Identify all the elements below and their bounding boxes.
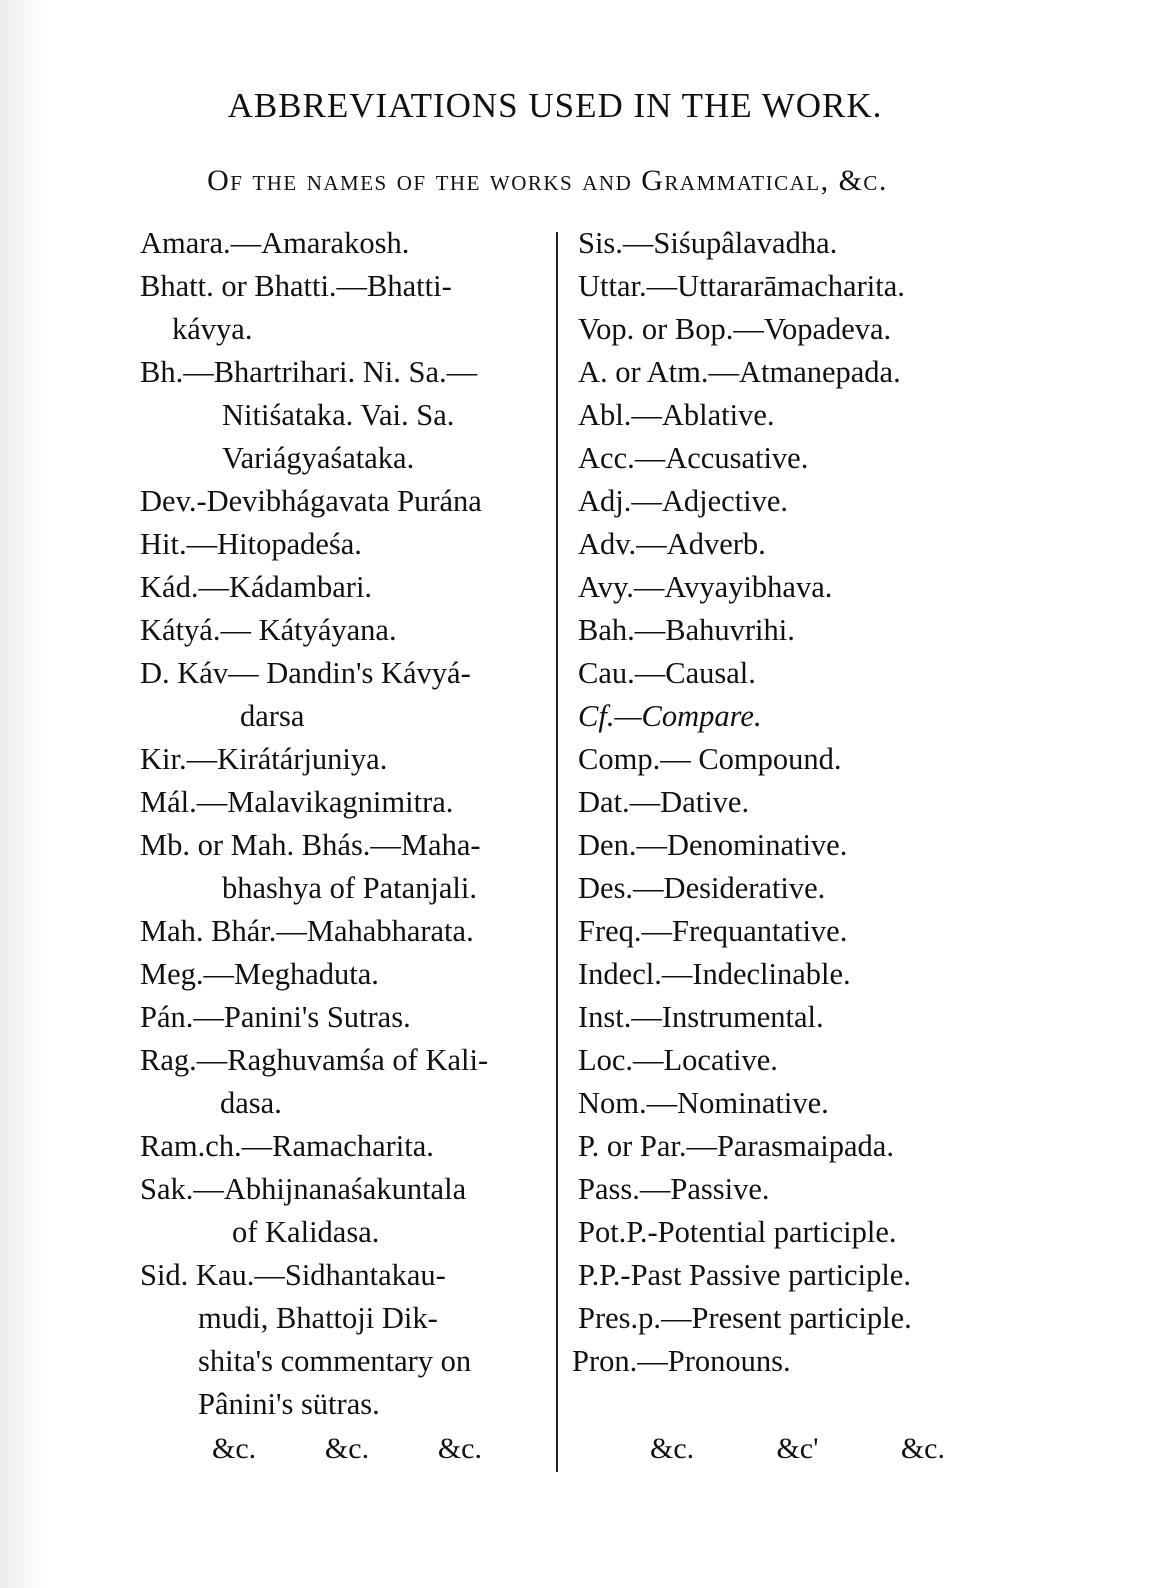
entry-line: P. or Par.—Parasmaipada.: [578, 1129, 894, 1163]
etc-mark: &c.: [212, 1432, 257, 1465]
entry-line: Hit.—Hitopadeśa.: [140, 527, 362, 561]
entry-line: Den.—Denominative.: [578, 828, 848, 862]
entry-line: Kátyá.— Kátyáyana.: [140, 613, 397, 647]
entry-line: Pres.p.—Present participle.: [578, 1301, 912, 1335]
entry-line: Loc.—Locative.: [578, 1043, 778, 1077]
entry-line: Mál.—Malavikagnimitra.: [140, 785, 454, 819]
entry-line: Indecl.—Indeclinable.: [578, 957, 851, 991]
entry-line: kávya.: [172, 312, 253, 346]
entry-line: of Kalidasa.: [232, 1215, 380, 1249]
entry-line: Bah.—Bahuvrihi.: [578, 613, 795, 647]
etc-mark: &c': [776, 1432, 819, 1465]
etc-mark: &c.: [650, 1432, 695, 1465]
entry-line: A. or Atm.—Atmanepada.: [578, 355, 901, 389]
entry-line: Bh.—Bhartrihari. Ni. Sa.—: [140, 355, 478, 389]
entry-line: Sak.—Abhijnanaśakuntala: [140, 1172, 467, 1206]
entry-line: Freq.—Frequantative.: [578, 914, 848, 948]
entry-line: Adj.—Adjective.: [578, 484, 789, 518]
entry-line: Mah. Bhár.—Mahabharata.: [140, 914, 474, 948]
entry-line: Abl.—Ablative.: [578, 398, 775, 432]
entry-line: Amara.—Amarakosh.: [140, 226, 410, 260]
etc-row-right: [650, 1432, 945, 1466]
entry-line: Kád.—Kádambari.: [140, 570, 373, 604]
entry-line: Pot.P.-Potential participle.: [578, 1215, 897, 1249]
entry-line: Comp.— Compound.: [578, 742, 842, 776]
column-divider: [556, 232, 558, 1472]
page-edge-shadow: [0, 0, 46, 1588]
entry-line: Cf.—Compare.: [578, 699, 762, 733]
page-subtitle: Of the names of the works and Grammatical, &c.: [207, 164, 888, 197]
entry-line: Nitiśataka. Vai. Sa.: [222, 398, 455, 432]
entry-line: Bhatt. or Bhatti.—Bhatti-: [140, 269, 452, 303]
entry-line: Sis.—Siśupâlavadha.: [578, 226, 838, 260]
entry-line: Nom.—Nominative.: [578, 1086, 829, 1120]
entry-line: shita's commentary on: [198, 1344, 472, 1378]
entry-line: Variágyaśataka.: [222, 441, 415, 475]
entry-line: Acc.—Accusative.: [578, 441, 809, 475]
entry-line: Kir.—Kirátárjuniya.: [140, 742, 388, 776]
etc-mark: &c.: [437, 1432, 482, 1465]
entry-line: Pán.—Panini's Sutras.: [140, 1000, 411, 1034]
page-title: ABBREVIATIONS USED IN THE WORK.: [227, 86, 883, 125]
entry-line: Vop. or Bop.—Vopadeva.: [578, 312, 892, 346]
entry-line: dasa.: [220, 1086, 282, 1120]
right-column: [572, 222, 998, 1383]
entry-line: darsa: [240, 699, 305, 733]
entry-line: Pass.—Passive.: [578, 1172, 770, 1206]
entry-line: bhashya of Patanjali.: [222, 871, 477, 905]
entry-line: Mb. or Mah. Bhás.—Maha-: [140, 828, 481, 862]
left-column: [140, 222, 540, 1426]
entry-line: Des.—Desiderative.: [578, 871, 826, 905]
entry-line: Ram.ch.—Ramacharita.: [140, 1129, 434, 1163]
entry-line: mudi, Bhattoji Dik-: [198, 1301, 438, 1335]
entry-line: Sid. Kau.—Sidhantakau-: [140, 1258, 446, 1292]
entry-line: Uttar.—Uttararāmacharita.: [578, 269, 905, 303]
entry-line: Pânini's sütras.: [198, 1387, 380, 1421]
entry-line: Dat.—Dative.: [578, 785, 750, 819]
entry-line: D. Káv— Dandin's Kávyá-: [140, 656, 471, 690]
entry-line: Inst.—Instrumental.: [578, 1000, 824, 1034]
etc-mark: &c.: [324, 1432, 370, 1465]
etc-row-left: [212, 1432, 482, 1466]
entry-line: P.P.-Past Passive participle.: [578, 1258, 911, 1292]
entry-line: Meg.—Meghaduta.: [140, 957, 379, 991]
entry-line: Dev.-Devibhágavata Purána: [140, 484, 482, 518]
entry-line: Pron.—Pronouns.: [572, 1344, 791, 1378]
entry-line: Adv.—Adverb.: [578, 527, 766, 561]
etc-mark: &c.: [900, 1432, 945, 1465]
entry-line: Avy.—Avyayibhava.: [578, 570, 833, 604]
entry-line: Rag.—Raghuvamśa of Kali-: [140, 1043, 489, 1077]
entry-line: Cau.—Causal.: [578, 656, 756, 690]
